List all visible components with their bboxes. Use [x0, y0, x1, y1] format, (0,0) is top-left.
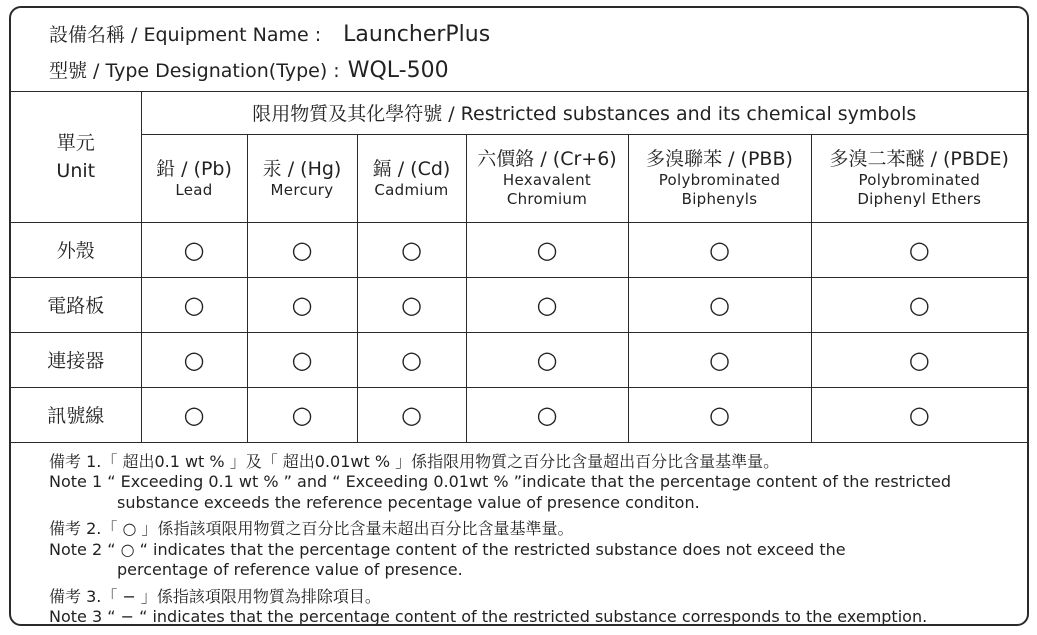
rohs-declaration-frame	[9, 6, 1029, 626]
substances-group-title: 限用物質及其化學符號 / Restricted substances and its chemical symbols	[141, 92, 1027, 134]
circle-mark-icon: ○	[291, 400, 313, 429]
table-cell	[466, 387, 628, 442]
equipment-name-value: LauncherPlus	[343, 22, 491, 47]
circle-mark-icon: ○	[183, 290, 205, 319]
column-header-en: Polybrominated	[658, 171, 781, 189]
note-2-en-continued: percentage of reference value of presence.	[117, 560, 463, 579]
note-1-cn: 備考 1.「 超出0.1 wt % 」及「 超出0.01wt % 」係指限用物質之百分比含量超出百分比含量基準量。	[49, 451, 780, 471]
circle-mark-icon: ○	[709, 290, 730, 319]
circle-mark-icon: ○	[401, 400, 422, 429]
row-label: 電路板	[11, 277, 141, 332]
table-cell	[247, 277, 357, 332]
circle-mark-icon: ○	[291, 345, 313, 374]
column-header-cn: 多溴二苯醚 / (PBDE)	[829, 148, 1009, 170]
column-header-pbb	[628, 134, 811, 222]
note-3-en: Note 3 “ − “ indicates that the percentage content of the restricted substance corresponds to the exemption.	[49, 607, 928, 626]
table-row	[11, 222, 1027, 277]
table-cell	[357, 222, 466, 277]
unit-header-en: Unit	[56, 159, 96, 182]
column-header-en: Hexavalent	[502, 171, 592, 189]
table-cell	[141, 332, 247, 387]
note-2-cn: 備考 2.「 ○ 」係指該項限用物質之百分比含量未超出百分比含量基準量。	[49, 519, 574, 538]
equipment-name-row	[49, 20, 490, 47]
table-row	[11, 387, 1027, 442]
circle-mark-icon: ○	[536, 400, 558, 429]
circle-mark-icon: ○	[709, 345, 730, 374]
column-header-cn: 六價鉻 / (Cr+6)	[477, 148, 617, 170]
table-row	[11, 277, 1027, 332]
column-header-cn: 鎘 / (Cd)	[372, 157, 451, 180]
column-header-en: Cadmium	[374, 180, 449, 199]
table-cell	[628, 277, 811, 332]
column-header-en-2: Chromium	[506, 190, 588, 208]
row-label: 訊號線	[11, 387, 141, 442]
note-1-en: Note 1 “ Exceeding 0.1 wt % ” and “ Exceeding 0.01wt % ”indicate that the percentage content of the restricted	[49, 472, 952, 491]
table-cell	[357, 332, 466, 387]
equipment-header	[11, 8, 1027, 92]
table-cell	[357, 387, 466, 442]
table-cell	[466, 277, 628, 332]
column-header-cadmium	[357, 134, 466, 222]
note-2-en: Note 2 “ ○ “ indicates that the percentage content of the restricted substance does not exceed the	[49, 539, 846, 559]
table-cell	[247, 332, 357, 387]
column-header-en: Lead	[175, 180, 213, 199]
table-cell	[357, 277, 466, 332]
circle-mark-icon: ○	[536, 290, 558, 319]
table-cell	[811, 332, 1027, 387]
table-cell	[247, 222, 357, 277]
note-3-cn: 備考 3.「 − 」係指該項限用物質為排除項目。	[49, 586, 381, 606]
circle-mark-icon: ○	[401, 235, 422, 264]
circle-mark-icon: ○	[908, 290, 930, 319]
notes-section	[11, 443, 1027, 627]
circle-mark-icon: ○	[908, 235, 930, 264]
row-label: 連接器	[11, 332, 141, 387]
table-cell	[466, 332, 628, 387]
circle-mark-icon: ○	[183, 235, 205, 264]
circle-mark-icon: ○	[536, 345, 558, 374]
column-header-mercury	[247, 134, 357, 222]
equipment-name-label: 設備名稱 / Equipment Name :	[49, 24, 322, 46]
column-header-en: Polybrominated	[858, 171, 981, 189]
circle-mark-icon: ○	[401, 290, 422, 319]
type-designation-label: 型號 / Type Designation(Type) :	[49, 60, 340, 82]
circle-mark-icon: ○	[709, 235, 730, 264]
circle-mark-icon: ○	[709, 400, 730, 429]
type-designation-row	[49, 56, 449, 83]
circle-mark-icon: ○	[183, 400, 205, 429]
table-cell	[141, 222, 247, 277]
restricted-substances-table	[11, 92, 1027, 443]
table-cell	[811, 387, 1027, 442]
column-header-en: Mercury	[270, 180, 334, 199]
table-cell	[811, 222, 1027, 277]
column-header-pbde	[811, 134, 1027, 222]
type-designation-value: WQL-500	[347, 58, 449, 83]
table-cell	[466, 222, 628, 277]
row-label: 外殼	[11, 222, 141, 277]
table-cell	[141, 387, 247, 442]
table-cell	[628, 332, 811, 387]
column-header-cn: 汞 / (Hg)	[262, 157, 342, 180]
unit-header-cn: 單元	[56, 131, 95, 154]
column-header-cn: 鉛 / (Pb)	[156, 157, 232, 180]
column-header-en-2: Biphenyls	[681, 190, 758, 208]
table-row	[11, 332, 1027, 387]
note-1-en-continued: substance exceeds the reference pecentage value of presence conditon.	[117, 492, 700, 512]
circle-mark-icon: ○	[401, 345, 422, 374]
circle-mark-icon: ○	[908, 400, 930, 429]
column-header-en-2: Diphenyl Ethers	[857, 190, 982, 208]
column-header-hexavalent-chromium	[466, 134, 628, 222]
circle-mark-icon: ○	[291, 290, 313, 319]
table-cell	[247, 387, 357, 442]
unit-header	[11, 92, 141, 222]
circle-mark-icon: ○	[291, 235, 313, 264]
table-cell	[628, 222, 811, 277]
circle-mark-icon: ○	[536, 235, 558, 264]
circle-mark-icon: ○	[908, 345, 930, 374]
circle-mark-icon: ○	[183, 345, 205, 374]
column-header-cn: 多溴聯苯 / (PBB)	[646, 148, 793, 170]
table-cell	[811, 277, 1027, 332]
table-cell	[628, 387, 811, 442]
column-header-lead	[141, 134, 247, 222]
table-cell	[141, 277, 247, 332]
